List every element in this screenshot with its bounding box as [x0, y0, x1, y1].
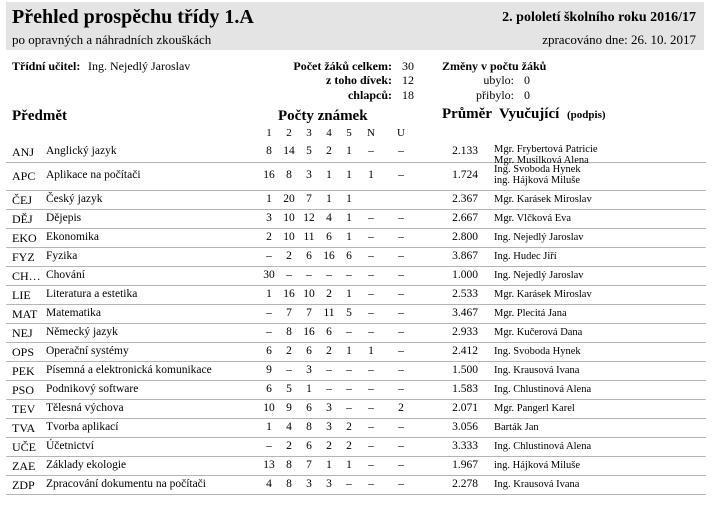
teacher-name: Mgr. Kučerová Dana — [494, 327, 583, 338]
grade-count: – — [398, 212, 404, 224]
class-teacher-label: Třídní učitel: — [12, 59, 81, 73]
grade-count: 6 — [306, 345, 312, 357]
teacher-names — [494, 213, 571, 224]
grade-count: – — [398, 345, 404, 357]
grade-count: 1 — [266, 193, 272, 205]
average-value: 2.412 — [452, 345, 478, 357]
average-value: 3.867 — [452, 250, 478, 262]
grade-count: 2 — [286, 345, 292, 357]
subject-name: Anglický jazyk — [46, 145, 117, 157]
table-row — [6, 304, 706, 324]
teacher-name: Mgr. Plecitá Jana — [494, 308, 567, 319]
teacher-names — [494, 194, 592, 205]
grade-count: 1 — [306, 383, 312, 395]
grade-count: 5 — [306, 145, 312, 157]
grade-count: – — [368, 307, 374, 319]
subject-name: Ekonomika — [46, 231, 100, 243]
grade-count: 2 — [286, 250, 292, 262]
subject-code: TEV — [12, 402, 36, 416]
grade-count: – — [368, 383, 374, 395]
grade-count: 5 — [346, 307, 352, 319]
teacher-names — [494, 164, 581, 186]
grade-count: – — [368, 402, 374, 414]
subject-code: OPS — [12, 345, 35, 359]
grade-count: – — [266, 307, 272, 319]
grade-count: – — [346, 326, 352, 338]
subject-code: APC — [12, 169, 36, 183]
grade-count: 16 — [323, 250, 335, 262]
teacher-name: Ing. Chlustinová Alena — [494, 384, 592, 395]
teacher-names — [494, 460, 580, 471]
grade-count: – — [368, 269, 374, 281]
grade-count: 6 — [326, 326, 332, 338]
grade-count: 2 — [326, 440, 332, 452]
grade-count: 1 — [346, 145, 352, 157]
table-row — [6, 162, 706, 191]
processed-date: zpracováno dne: 26. 10. 2017 — [542, 32, 696, 47]
subject-name: Účetnictví — [46, 440, 94, 452]
grade-count: 16 — [263, 169, 275, 181]
subject-code: MAT — [12, 307, 38, 321]
grade-label-N: N — [367, 127, 375, 139]
teacher-name: Mgr. Pangerl Karel — [494, 403, 575, 414]
grade-count: 8 — [286, 459, 292, 471]
students-added-value: 0 — [524, 88, 530, 102]
grade-count: 6 — [306, 402, 312, 414]
grade-count: 9 — [286, 402, 292, 414]
average-value: 2.933 — [452, 326, 478, 338]
teacher-name: Ing. Hudec Jiří — [494, 251, 557, 262]
grade-count: – — [368, 421, 374, 433]
grade-count: 2 — [326, 345, 332, 357]
subject-code: NEJ — [12, 326, 33, 340]
grade-count: – — [286, 269, 292, 281]
grade-count: – — [346, 383, 352, 395]
average-value: 3.467 — [452, 307, 478, 319]
table-row — [6, 209, 706, 229]
grade-count: 2 — [326, 288, 332, 300]
grade-count: 30 — [263, 269, 275, 281]
table-row — [6, 437, 706, 457]
grade-count: 11 — [303, 231, 315, 243]
grade-label-3: 3 — [306, 127, 312, 139]
page-title: Přehled prospěchu třídy 1.A — [12, 6, 254, 28]
teacher-names — [494, 346, 581, 357]
grade-count: 3 — [326, 478, 332, 490]
students-left-label: ubylo: — [483, 73, 514, 87]
average-value: 2.133 — [452, 145, 478, 157]
grade-count: – — [368, 440, 374, 452]
grade-count: 2 — [346, 421, 352, 433]
total-students-value: 30 — [402, 59, 414, 73]
subject-name: Literatura a estetika — [46, 288, 138, 300]
students-added-label: přibylo: — [476, 88, 514, 102]
grade-count: 6 — [266, 383, 272, 395]
subject-name: Podnikový software — [46, 383, 139, 395]
average-value: 2.278 — [452, 478, 478, 490]
grade-count: – — [398, 231, 404, 243]
teacher-name: Ing. Svoboda Hynek — [494, 346, 581, 357]
grade-count: 1 — [346, 212, 352, 224]
grade-count: – — [368, 212, 374, 224]
grade-label-1: 1 — [266, 127, 272, 139]
subject-name: Tvorba aplikací — [46, 421, 119, 433]
grade-count: 12 — [303, 212, 315, 224]
teacher-names — [494, 308, 567, 319]
grade-count: 10 — [283, 231, 295, 243]
average-value: 3.333 — [452, 440, 478, 452]
grade-count: – — [398, 383, 404, 395]
table-row — [6, 456, 706, 476]
grade-label-5: 5 — [346, 127, 352, 139]
table-row — [6, 228, 706, 248]
grade-label-4: 4 — [326, 127, 332, 139]
grade-count: 10 — [303, 288, 315, 300]
teacher-name: Mgr. Karásek Miroslav — [494, 289, 592, 300]
grade-count: – — [346, 478, 352, 490]
grade-count: – — [346, 364, 352, 376]
grade-count: 16 — [283, 288, 295, 300]
average-value: 2.800 — [452, 231, 478, 243]
subject-code: DĚJ — [12, 212, 33, 226]
class-teacher-name: Ing. Nejedlý Jaroslav — [88, 59, 191, 73]
grade-count: – — [398, 288, 404, 300]
average-value: 2.533 — [452, 288, 478, 300]
table-row — [6, 142, 706, 166]
grade-count: 4 — [266, 478, 272, 490]
grade-count: 5 — [286, 383, 292, 395]
grade-count: 14 — [283, 145, 295, 157]
teacher-name: Ing. Krausová Ivana — [494, 479, 580, 490]
teacher-names — [494, 289, 592, 300]
grade-count: 1 — [326, 169, 332, 181]
students-left-value: 0 — [524, 73, 530, 87]
average-value: 1.583 — [452, 383, 478, 395]
grade-count: – — [398, 269, 404, 281]
grade-count: – — [368, 459, 374, 471]
grade-count: – — [398, 364, 404, 376]
boys-label: chlapců: — [347, 88, 392, 102]
subject-name: Operační systémy — [46, 345, 129, 357]
table-row — [6, 361, 706, 381]
grade-count: – — [368, 145, 374, 157]
grade-count: – — [398, 421, 404, 433]
teacher-names — [494, 270, 584, 281]
boys-value: 18 — [402, 88, 414, 102]
grade-count: 20 — [283, 193, 295, 205]
grade-count: – — [398, 459, 404, 471]
grade-count: 1 — [346, 345, 352, 357]
subject-code: ČEJ — [12, 193, 33, 207]
teacher-names — [494, 251, 557, 262]
grade-count: – — [266, 250, 272, 262]
subject-name: Základy ekologie — [46, 459, 127, 471]
table-row — [6, 418, 706, 438]
grade-count: 2 — [326, 145, 332, 157]
grade-count: 3 — [266, 212, 272, 224]
teacher-name: Barták Jan — [494, 422, 539, 433]
teacher-name: ing. Hájková Miluše — [494, 175, 581, 186]
grade-count: – — [368, 250, 374, 262]
teacher-name: Mgr. Karásek Miroslav — [494, 194, 592, 205]
subject-code: ZDP — [12, 478, 35, 492]
teacher-name: Mgr. Frybertová Patricie — [494, 144, 598, 155]
subject-name: Německý jazyk — [46, 326, 118, 338]
teacher-names — [494, 422, 539, 433]
grade-count: 8 — [286, 169, 292, 181]
grade-count: 2 — [286, 440, 292, 452]
grade-count: 9 — [266, 364, 272, 376]
grade-count: – — [346, 269, 352, 281]
subject-code: LIE — [12, 288, 31, 302]
grade-count: 1 — [368, 345, 374, 357]
grade-count: 7 — [306, 193, 312, 205]
subject-code: UČE — [12, 440, 36, 454]
grade-count: – — [368, 288, 374, 300]
grade-count: 4 — [286, 421, 292, 433]
teacher-names — [494, 232, 584, 243]
average-value: 1.500 — [452, 364, 478, 376]
grade-count: 10 — [283, 212, 295, 224]
page-subtitle: po opravných a náhradních zkouškách — [12, 32, 212, 47]
subject-name: Chování — [46, 269, 85, 281]
grade-count: – — [398, 145, 404, 157]
total-students-label: Počet žáků celkem: — [293, 59, 392, 73]
teacher-names — [494, 403, 575, 414]
grade-count: 1 — [346, 288, 352, 300]
grade-count: 1 — [346, 231, 352, 243]
table-row — [6, 247, 706, 267]
grade-count: – — [266, 326, 272, 338]
subject-name: Aplikace na počítači — [46, 169, 141, 181]
grade-count: – — [266, 440, 272, 452]
subject-code: FYZ — [12, 250, 35, 264]
subject-code: PEK — [12, 364, 35, 378]
table-row — [6, 266, 706, 286]
subject-name: Zpracování dokumentu na počítači — [46, 478, 206, 490]
grade-count: 1 — [368, 169, 374, 181]
subject-name: Tělesná výchova — [46, 402, 124, 414]
grade-count: 1 — [266, 288, 272, 300]
subject-column-header: Předmět — [12, 108, 67, 124]
subject-name: Český jazyk — [46, 193, 103, 205]
grade-count: – — [398, 169, 404, 181]
grade-count: – — [326, 364, 332, 376]
grade-count: 1 — [326, 193, 332, 205]
subject-code: ANJ — [12, 145, 35, 159]
subject-name: Fyzika — [46, 250, 78, 262]
subject-code: PSO — [12, 383, 35, 397]
grade-count: 7 — [306, 307, 312, 319]
subject-code: CH… — [12, 269, 41, 283]
teacher-name: Mgr. Vlčková Eva — [494, 213, 572, 224]
grade-count: 3 — [306, 364, 312, 376]
grade-count: 3 — [326, 421, 332, 433]
table-row — [6, 380, 706, 400]
grade-count: 3 — [326, 402, 332, 414]
average-value: 1.967 — [452, 459, 478, 471]
teacher-column-header: Vyučující — [499, 106, 560, 122]
teacher-names — [494, 479, 579, 490]
grade-count: – — [306, 269, 312, 281]
table-row — [6, 323, 706, 343]
signature-column-header: (podpis) — [567, 109, 606, 121]
grade-count: 2 — [398, 402, 404, 414]
grade-count: 13 — [263, 459, 275, 471]
grade-count: 10 — [263, 402, 275, 414]
teacher-names — [494, 327, 582, 338]
grade-count: 16 — [303, 326, 315, 338]
grade-count: 6 — [326, 231, 332, 243]
grade-count: 3 — [306, 169, 312, 181]
teacher-names — [494, 384, 591, 395]
grade-count: – — [368, 478, 374, 490]
grade-count: – — [398, 307, 404, 319]
grade-count: 1 — [346, 459, 352, 471]
grade-count: – — [286, 364, 292, 376]
grade-count: 11 — [323, 307, 335, 319]
average-value: 2.667 — [452, 212, 478, 224]
subject-name: Matematika — [46, 307, 101, 319]
teacher-name: Ing. Nejedlý Jaroslav — [494, 270, 584, 281]
grade-count: 8 — [306, 421, 312, 433]
grade-count: 2 — [266, 231, 272, 243]
grade-count: 7 — [286, 307, 292, 319]
grade-count: – — [398, 440, 404, 452]
teacher-names — [494, 441, 591, 452]
grade-count: 1 — [346, 169, 352, 181]
grade-count: 6 — [306, 440, 312, 452]
student-changes-label: Změny v počtu žáků — [442, 59, 547, 73]
grade-count: – — [398, 326, 404, 338]
grade-label-U: U — [397, 127, 405, 139]
grade-count: – — [326, 269, 332, 281]
average-value: 1.000 — [452, 269, 478, 281]
teacher-names — [494, 365, 579, 376]
grade-count: 1 — [326, 459, 332, 471]
grade-counts-header: Počty známek — [278, 108, 368, 124]
subject-name: Dějepis — [46, 212, 82, 224]
grade-count: – — [368, 364, 374, 376]
grade-count: 1 — [346, 193, 352, 205]
teacher-name: ing. Hájková Miluše — [494, 460, 581, 471]
grade-count: 8 — [286, 478, 292, 490]
grade-count: – — [398, 250, 404, 262]
teacher-name: Ing. Svoboda Hynek — [494, 164, 581, 175]
grade-count: 4 — [326, 212, 332, 224]
grade-count: 6 — [346, 250, 352, 262]
grade-count: – — [398, 478, 404, 490]
grade-count: 8 — [286, 326, 292, 338]
teacher-name: Ing. Krausová Ivana — [494, 365, 580, 376]
grade-count: – — [346, 402, 352, 414]
grade-count: 3 — [306, 478, 312, 490]
average-value: 2.367 — [452, 193, 478, 205]
grade-count: 6 — [306, 250, 312, 262]
average-value: 3.056 — [452, 421, 478, 433]
average-value: 2.071 — [452, 402, 478, 414]
grade-count: 8 — [266, 145, 272, 157]
teacher-name: Mgr. Musilková Alena — [494, 155, 589, 166]
subject-code: EKO — [12, 231, 37, 245]
girls-label: z toho dívek: — [326, 73, 392, 87]
grade-count: 2 — [346, 440, 352, 452]
average-column-header: Průměr — [442, 106, 492, 122]
average-value: 1.724 — [452, 169, 478, 181]
grade-count: – — [368, 231, 374, 243]
subject-name: Písemná a elektronická komunikace — [46, 364, 212, 376]
subject-code: TVA — [12, 421, 36, 435]
teacher-name: Ing. Chlustinová Alena — [494, 441, 592, 452]
table-row — [6, 475, 706, 495]
grade-label-2: 2 — [286, 127, 292, 139]
grade-count: – — [326, 383, 332, 395]
girls-value: 12 — [402, 73, 414, 87]
subject-code: ZAE — [12, 459, 36, 473]
grade-count: 6 — [266, 345, 272, 357]
table-row — [6, 399, 706, 419]
table-row — [6, 190, 706, 210]
grade-count: 1 — [266, 421, 272, 433]
grade-count: 7 — [306, 459, 312, 471]
table-row — [6, 342, 706, 362]
table-row — [6, 285, 706, 305]
grade-count: – — [368, 326, 374, 338]
teacher-name: Ing. Nejedlý Jaroslav — [494, 232, 584, 243]
semester-label: 2. pololetí školního roku 2016/17 — [502, 10, 696, 25]
